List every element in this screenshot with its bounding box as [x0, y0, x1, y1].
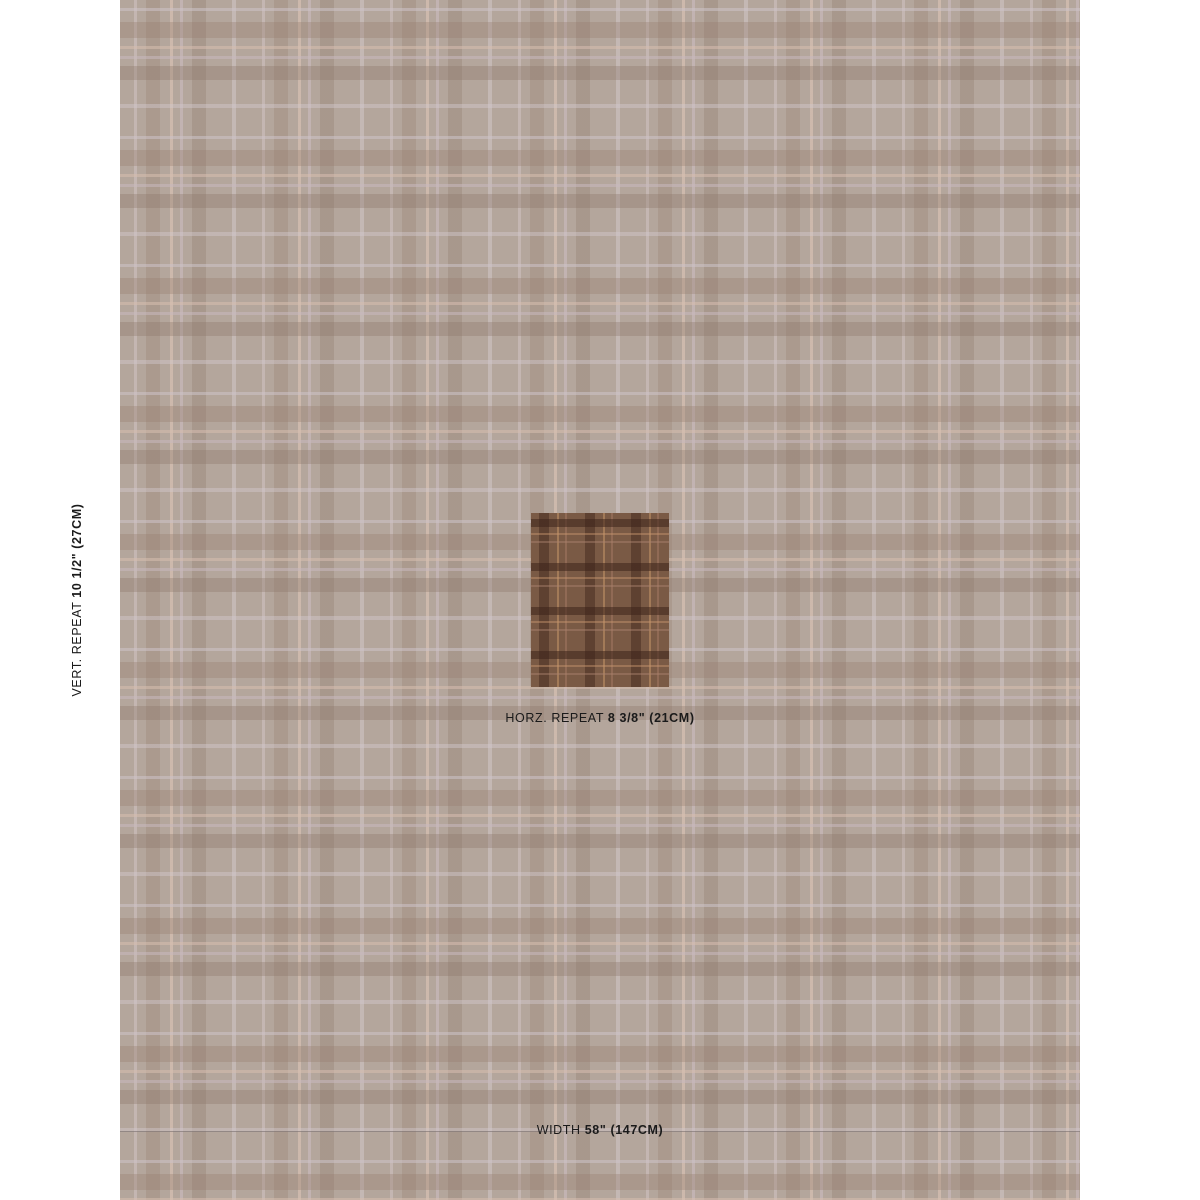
width-label — [0, 1123, 1200, 1137]
width-prefix: WIDTH — [536, 1123, 585, 1137]
horizontal-repeat-label — [0, 711, 1200, 725]
horizontal-repeat-prefix: HORZ. REPEAT — [505, 711, 608, 725]
width-value: 58" (147CM) — [584, 1123, 664, 1137]
color-swatch — [531, 513, 669, 687]
vertical-repeat-value: 10 1/2" (27CM) — [70, 503, 84, 598]
vertical-repeat-prefix: VERT. REPEAT — [70, 597, 84, 697]
horizontal-repeat-value: 8 3/8" (21CM) — [607, 711, 695, 725]
vertical-repeat-label — [70, 503, 84, 696]
